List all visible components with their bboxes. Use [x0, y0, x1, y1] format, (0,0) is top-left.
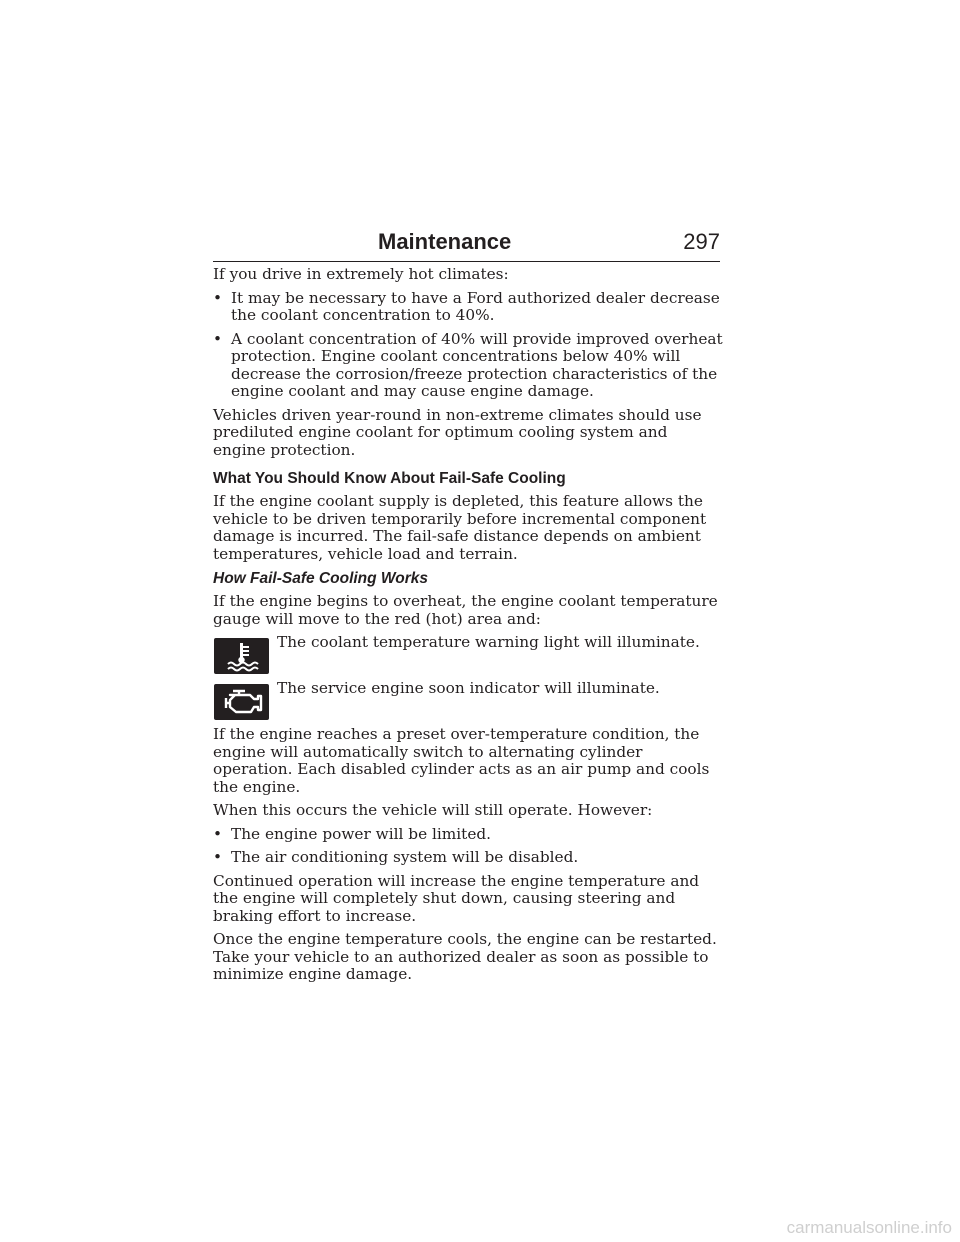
bullet-icon: • [213, 288, 223, 307]
watermark: carmanualsonline.info [786, 1218, 952, 1237]
intro-paragraph: If you drive in extremely hot climates: [213, 265, 509, 283]
list-item-text: It may be necessary to have a Ford authorized dealer decrease the coolant concentration to 40%. [231, 288, 720, 324]
bullet-icon: • [213, 848, 223, 866]
list-item-text: A coolant concentration of 40% will provide improved overheat protection. Engine coolant concentrations below 40% will decrease the corrosion/freeze protection characteristics of the engine coolant and may cause engine damage. [231, 329, 723, 400]
indicator-row [213, 634, 723, 678]
list-item [213, 826, 723, 844]
failsafe-heading: What You Should Know About Fail-Safe Cooling [213, 470, 566, 487]
preset-paragraph: If the engine reaches a preset over-temperature condition, the engine will automatically switch to alternating cylinder operation. Each disabled cylinder acts as an air pump and cools the engine. [213, 725, 710, 796]
bullet-icon: • [213, 824, 223, 843]
page-header [213, 228, 720, 262]
continued-paragraph: Continued operation will increase the engine temperature and the engine will completely shut down, causing steering and braking effort to increase. [213, 871, 700, 925]
list-item [213, 331, 723, 401]
indicator-row [213, 680, 723, 724]
list-item [213, 849, 723, 867]
list-item [213, 290, 723, 325]
bullet-icon: • [213, 329, 223, 348]
list-item-text: The engine power will be limited. [231, 824, 492, 843]
indicator-text: The coolant temperature warning light will illuminate. [277, 633, 700, 651]
works-heading: How Fail-Safe Cooling Works [213, 570, 429, 587]
failsafe-paragraph: If the engine coolant supply is depleted, this feature allows the vehicle to be driven temporarily before incremental component damage is incurred. The fail-safe distance depends on ambient temperatures, vehicle load and terrain. [213, 492, 707, 563]
engine-icon [214, 684, 269, 720]
section-title: Maintenance [378, 229, 512, 254]
overheat-paragraph: If the engine begins to overheat, the engine coolant temperature gauge will move to the red (hot) area and: [213, 592, 718, 628]
prediluted-paragraph: Vehicles driven year-round in non-extreme climates should use prediluted engine coolant for optimum cooling system and engine protection. [213, 405, 702, 459]
coolant-temperature-icon [214, 638, 269, 674]
indicator-text: The service engine soon indicator will illuminate. [277, 679, 660, 697]
page-content [213, 266, 723, 990]
list-item-text: The air conditioning system will be disabled. [231, 848, 579, 866]
operate-paragraph: When this occurs the vehicle will still operate. However: [213, 801, 653, 819]
restart-paragraph: Once the engine temperature cools, the engine can be restarted. Take your vehicle to an authorized dealer as soon as possible to minimize engine damage. [213, 930, 717, 983]
page-number: 297 [683, 229, 720, 254]
